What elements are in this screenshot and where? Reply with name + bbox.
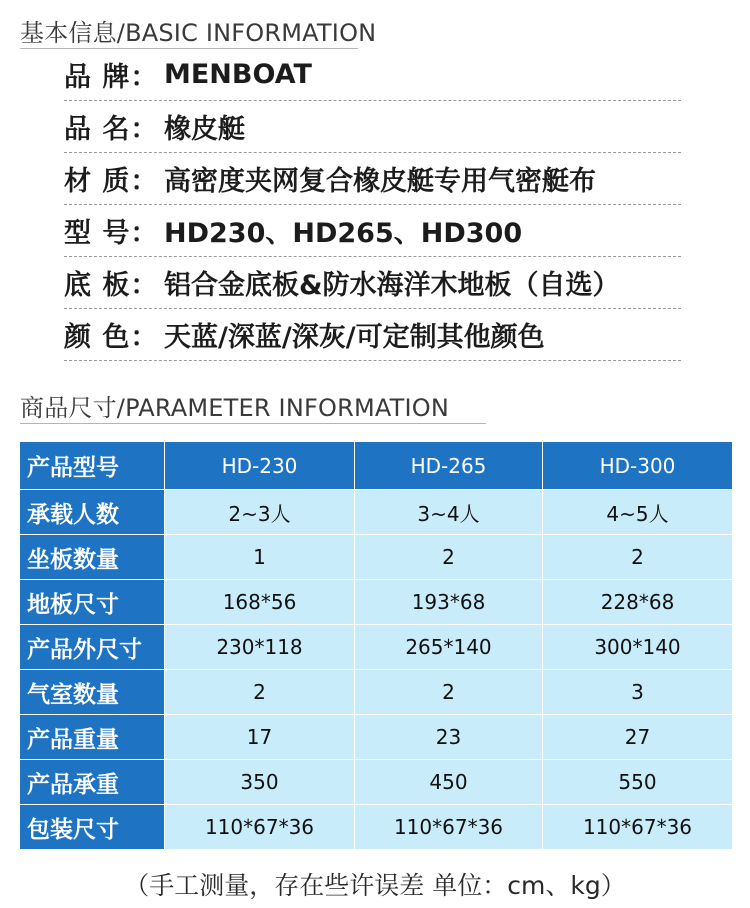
row-label: 承载人数 <box>20 490 165 535</box>
table-cell: 2 <box>355 535 543 580</box>
row-label: 产品承重 <box>20 760 165 805</box>
info-value: 天蓝/深蓝/深灰/可定制其他颜色 <box>164 322 545 353</box>
info-label: 型 号： <box>64 218 159 249</box>
table-cell: 2~3人 <box>165 490 355 535</box>
info-row-brand <box>64 49 681 101</box>
table-row <box>20 625 733 670</box>
info-value: 铝合金底板&防水海洋木地板（自选） <box>164 270 620 301</box>
table-row <box>20 805 733 850</box>
table-row <box>20 535 733 580</box>
info-row-model <box>64 205 681 257</box>
info-row-color <box>64 309 681 361</box>
table-cell: 300*140 <box>543 625 733 670</box>
parameter-info-title: 商品尺寸/PARAMETER INFORMATION <box>20 394 450 422</box>
table-cell: 27 <box>543 715 733 760</box>
table-cell: 228*68 <box>543 580 733 625</box>
info-value: HD230、HD265、HD300 <box>164 218 523 249</box>
table-cell: 4~5人 <box>543 490 733 535</box>
info-label: 品 牌： <box>64 62 159 93</box>
row-label: 气室数量 <box>20 670 165 715</box>
table-cell: 17 <box>165 715 355 760</box>
table-row <box>20 760 733 805</box>
table-cell: 110*67*36 <box>165 805 355 850</box>
header-cell: 产品型号 <box>20 442 165 490</box>
info-row-product-name <box>64 101 681 153</box>
table-cell: 3 <box>543 670 733 715</box>
header-cell: HD-230 <box>165 442 355 490</box>
row-label: 包装尺寸 <box>20 805 165 850</box>
info-row-material <box>64 153 681 205</box>
parameter-table <box>19 441 733 850</box>
table-cell: 193*68 <box>355 580 543 625</box>
table-cell: 2 <box>543 535 733 580</box>
info-label: 颜 色： <box>64 322 159 353</box>
table-cell: 110*67*36 <box>543 805 733 850</box>
basic-info-title: 基本信息/BASIC INFORMATION <box>20 19 377 47</box>
table-cell: 265*140 <box>355 625 543 670</box>
table-cell: 350 <box>165 760 355 805</box>
table-cell: 450 <box>355 760 543 805</box>
info-value: MENBOAT <box>164 59 312 90</box>
row-label: 产品外尺寸 <box>20 625 165 670</box>
info-label: 底 板： <box>64 270 159 301</box>
table-cell: 2 <box>165 670 355 715</box>
header-cell: HD-265 <box>355 442 543 490</box>
info-value: 高密度夹网复合橡皮艇专用气密艇布 <box>164 166 596 197</box>
table-cell: 2 <box>355 670 543 715</box>
table-cell: 1 <box>165 535 355 580</box>
table-cell: 550 <box>543 760 733 805</box>
info-label: 材 质： <box>64 166 159 197</box>
row-label: 坐板数量 <box>20 535 165 580</box>
table-cell: 230*118 <box>165 625 355 670</box>
table-header-row <box>20 442 733 490</box>
info-value: 橡皮艇 <box>164 114 245 145</box>
table-row <box>20 715 733 760</box>
row-label: 地板尺寸 <box>20 580 165 625</box>
table-cell: 23 <box>355 715 543 760</box>
info-label: 品 名： <box>64 114 159 145</box>
parameter-info-title-rule <box>20 423 486 424</box>
table-row <box>20 670 733 715</box>
header-cell: HD-300 <box>543 442 733 490</box>
row-label: 产品重量 <box>20 715 165 760</box>
measurement-note: （手工测量，存在些许误差 单位：cm、kg） <box>124 871 626 900</box>
info-row-floor <box>64 257 681 309</box>
table-row <box>20 580 733 625</box>
table-row <box>20 490 733 535</box>
table-cell: 110*67*36 <box>355 805 543 850</box>
table-cell: 168*56 <box>165 580 355 625</box>
table-cell: 3~4人 <box>355 490 543 535</box>
